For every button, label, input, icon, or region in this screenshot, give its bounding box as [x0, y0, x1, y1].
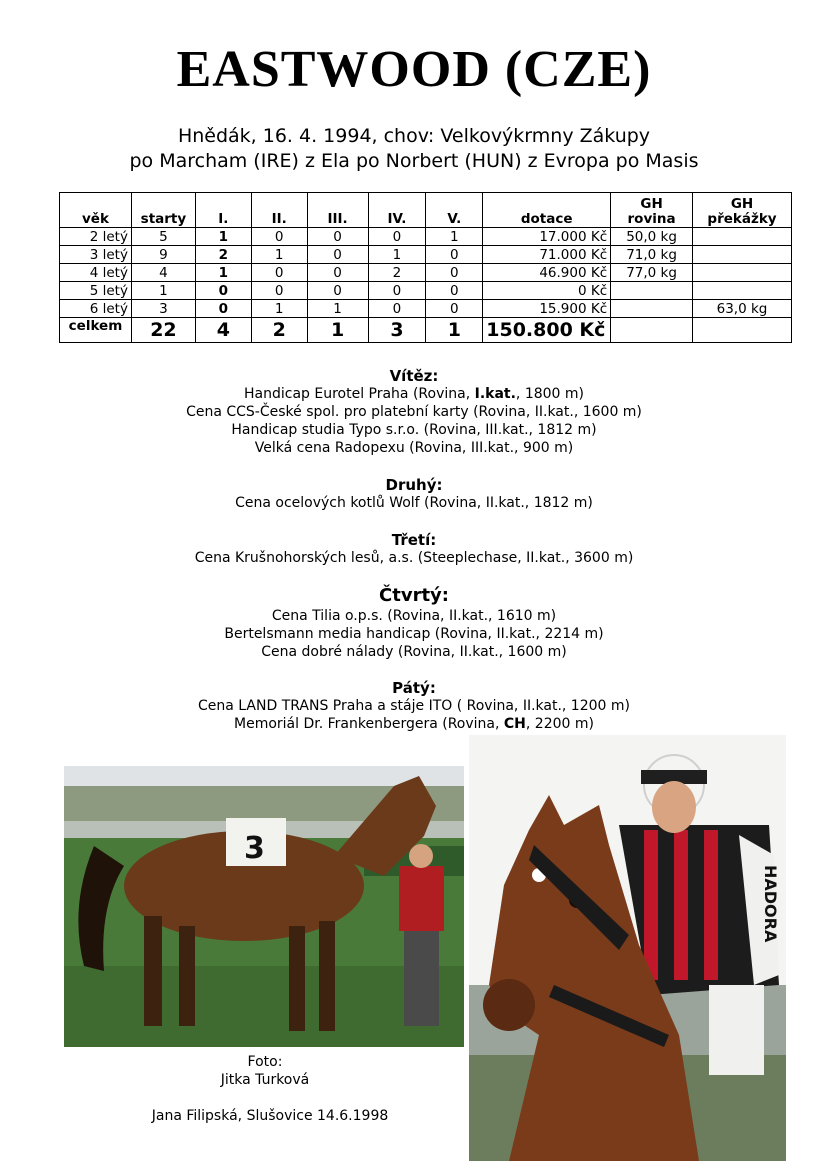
- horse-standing-photo: [64, 766, 464, 1047]
- section-heading: Pátý:: [392, 679, 436, 697]
- author-line: Jana Filipská, Slušovice 14.6.1998: [151, 1108, 389, 1124]
- cell-third: 0: [307, 264, 368, 282]
- cell-total-second: 2: [251, 318, 307, 343]
- cell-prize: 15.900 Kč: [483, 300, 611, 318]
- cell-gh-flat: 77,0 kg: [611, 264, 693, 282]
- race-item: Cena Krušnohorských lesů, a.s. (Steeplechase, II.kat., 3600 m): [194, 550, 634, 566]
- header-prize: dotace: [483, 193, 611, 228]
- cell-first: 2: [195, 246, 251, 264]
- cell-fourth: 1: [368, 246, 426, 264]
- cell-total-gh-flat: [611, 318, 693, 343]
- table-row: [60, 264, 792, 282]
- photographer-name: Jitka Turková: [220, 1072, 310, 1088]
- pedigree-line: po Marcham (IRE) z Ela po Norbert (HUN) z Evropa po Masis: [129, 150, 699, 172]
- race-class-bold: CH: [503, 716, 526, 732]
- header-first: I.: [195, 193, 251, 228]
- cell-fourth: 0: [368, 228, 426, 246]
- table-row: [60, 282, 792, 300]
- cell-prize: 0 Kč: [483, 282, 611, 300]
- cell-first: 1: [195, 264, 251, 282]
- cell-prize: 17.000 Kč: [483, 228, 611, 246]
- cell-gh-flat: [611, 282, 693, 300]
- cell-second: 1: [251, 246, 307, 264]
- cell-starts: 5: [131, 228, 195, 246]
- section-heading: Čtvrtý:: [379, 585, 449, 606]
- section-third: [0, 531, 828, 567]
- cell-fifth: 1: [426, 228, 483, 246]
- header-gh-jumps: GH překážky: [693, 193, 792, 228]
- photo-caption: [190, 1053, 340, 1089]
- section-heading: Druhý:: [385, 476, 443, 494]
- race-item: Cena Tilia o.p.s. (Rovina, II.kat., 1610 m): [271, 608, 557, 624]
- jockey-portrait-photo: [469, 735, 786, 1161]
- race-text: , 2200 m): [525, 716, 594, 732]
- cell-total-first: 4: [195, 318, 251, 343]
- cell-third: 1: [307, 300, 368, 318]
- race-text: , 1800 m): [515, 386, 585, 402]
- cell-fourth: 0: [368, 282, 426, 300]
- cell-age: 5 letý: [60, 282, 132, 300]
- section-second: [0, 476, 828, 512]
- cell-total-fifth: 1: [426, 318, 483, 343]
- cell-fourth: 0: [368, 300, 426, 318]
- cell-age: 2 letý: [60, 228, 132, 246]
- race-statistics-table: [59, 192, 792, 343]
- cell-gh-flat: [611, 300, 693, 318]
- header-gh-flat: GH rovina: [611, 193, 693, 228]
- table-header-row: [60, 193, 792, 228]
- header-third: III.: [307, 193, 368, 228]
- race-text: Memoriál Dr. Frankenbergera (Rovina,: [234, 716, 504, 732]
- saddlecloth-number: 3: [244, 831, 265, 866]
- cell-second: 1: [251, 300, 307, 318]
- cell-third: 0: [307, 246, 368, 264]
- race-item: Cena LAND TRANS Praha a stáje ITO ( Rovina, II.kat., 1200 m): [198, 698, 630, 714]
- cell-fifth: 0: [426, 282, 483, 300]
- cell-prize: 46.900 Kč: [483, 264, 611, 282]
- cell-fifth: 0: [426, 246, 483, 264]
- race-item: [0, 385, 828, 403]
- cell-third: 0: [307, 228, 368, 246]
- cell-total-third: 1: [307, 318, 368, 343]
- cell-third: 0: [307, 282, 368, 300]
- cell-prize: 71.000 Kč: [483, 246, 611, 264]
- table-row: [60, 300, 792, 318]
- cell-total-starts: 22: [131, 318, 195, 343]
- section-heading: Vítěz:: [389, 367, 439, 385]
- race-item: Cena ocelových kotlů Wolf (Rovina, II.kat., 1812 m): [235, 495, 593, 511]
- silks-lettering: HADORA: [761, 865, 780, 943]
- cell-gh-flat: 50,0 kg: [611, 228, 693, 246]
- table-total-row: [60, 318, 792, 343]
- race-item: Bertelsmann media handicap (Rovina, II.kat., 2214 m): [224, 626, 604, 642]
- cell-gh-jumps: [693, 264, 792, 282]
- cell-starts: 3: [131, 300, 195, 318]
- cell-total-gh-jumps: [693, 318, 792, 343]
- cell-gh-jumps: [693, 246, 792, 264]
- cell-starts: 9: [131, 246, 195, 264]
- cell-total-prize: 150.800 Kč: [483, 318, 611, 343]
- race-item: Cena dobré nálady (Rovina, II.kat., 1600 m): [261, 644, 567, 660]
- cell-gh-jumps: [693, 228, 792, 246]
- cell-age: 4 letý: [60, 264, 132, 282]
- cell-first: 0: [195, 282, 251, 300]
- table-row: [60, 228, 792, 246]
- header-fourth: IV.: [368, 193, 426, 228]
- section-fourth: [0, 585, 828, 661]
- caption-label: Foto:: [247, 1054, 283, 1070]
- cell-fourth: 2: [368, 264, 426, 282]
- cell-total-fourth: 3: [368, 318, 426, 343]
- cell-gh-flat: 71,0 kg: [611, 246, 693, 264]
- header-fifth: V.: [426, 193, 483, 228]
- cell-starts: 4: [131, 264, 195, 282]
- cell-age: 6 letý: [60, 300, 132, 318]
- cell-second: 0: [251, 282, 307, 300]
- cell-first: 0: [195, 300, 251, 318]
- cell-second: 0: [251, 228, 307, 246]
- section-fifth: [0, 679, 828, 733]
- cell-starts: 1: [131, 282, 195, 300]
- cell-fifth: 0: [426, 264, 483, 282]
- header-starts: starty: [131, 193, 195, 228]
- cell-first: 1: [195, 228, 251, 246]
- cell-total-label: celkem: [60, 318, 132, 343]
- race-item: [0, 715, 828, 733]
- race-item: Velká cena Radopexu (Rovina, III.kat., 900 m): [254, 440, 574, 456]
- cell-gh-jumps: 63,0 kg: [693, 300, 792, 318]
- race-class-bold: I.kat.: [474, 386, 516, 402]
- race-text: Handicap Eurotel Praha (Rovina,: [243, 386, 475, 402]
- page-title: EASTWOOD (CZE): [176, 41, 652, 98]
- race-item: Handicap studia Typo s.r.o. (Rovina, III.kat., 1812 m): [231, 422, 597, 438]
- header-second: II.: [251, 193, 307, 228]
- section-heading: Třetí:: [391, 531, 437, 549]
- section-winner: [0, 367, 828, 457]
- table-row: [60, 246, 792, 264]
- horse-info-line: Hnědák, 16. 4. 1994, chov: Velkovýkrmny Zákupy: [177, 125, 651, 147]
- cell-age: 3 letý: [60, 246, 132, 264]
- cell-second: 0: [251, 264, 307, 282]
- cell-gh-jumps: [693, 282, 792, 300]
- race-item: Cena CCS-České spol. pro platební karty (Rovina, II.kat., 1600 m): [186, 404, 642, 420]
- header-age: věk: [60, 193, 132, 228]
- cell-fifth: 0: [426, 300, 483, 318]
